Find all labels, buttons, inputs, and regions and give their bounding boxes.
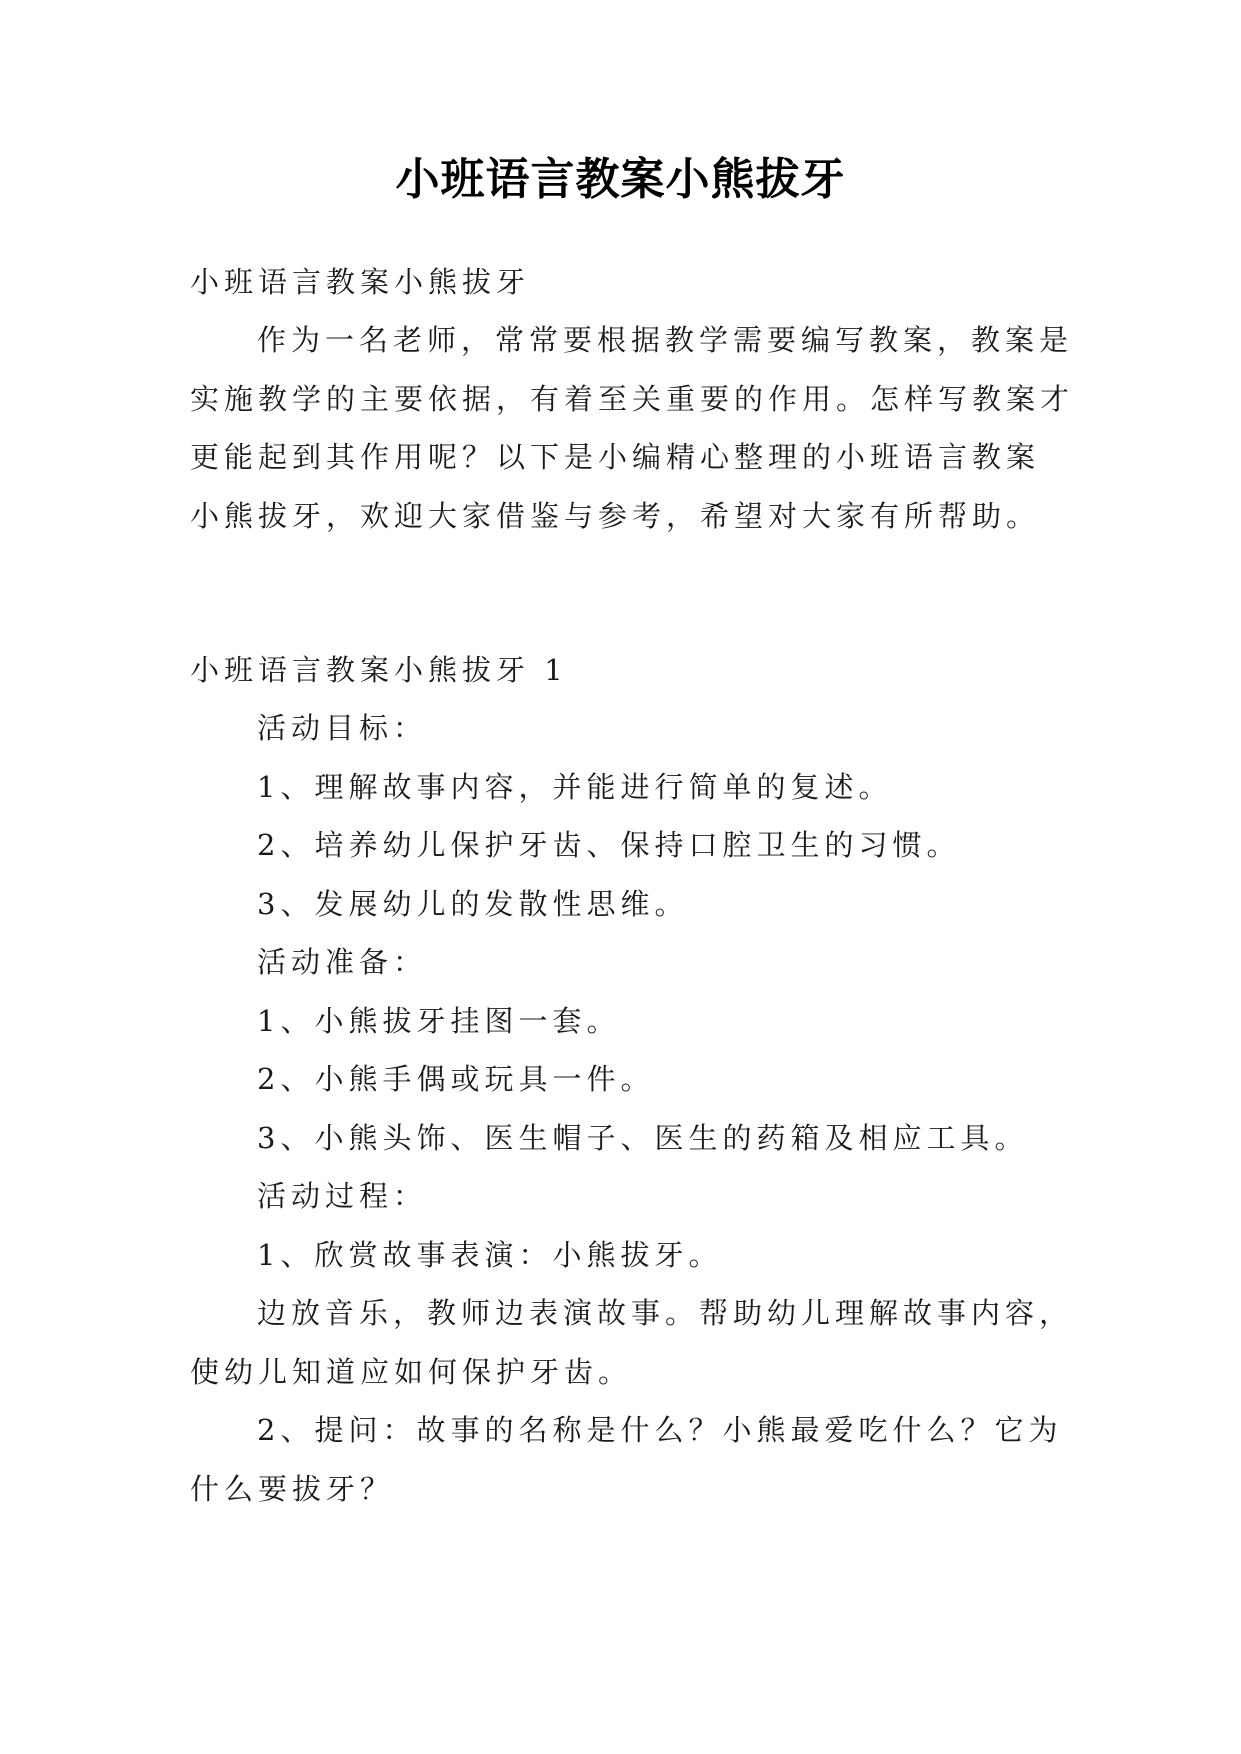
process-heading: 活动过程：: [257, 1179, 428, 1213]
goal-item-1: 1、理解故事内容，并能进行简单的复述。: [257, 770, 893, 804]
section-heading: 小班语言教案小熊拔牙 1: [190, 653, 568, 687]
process-para-line-1: 边放音乐，教师边表演故事。帮助幼儿理解故事内容，: [257, 1296, 1074, 1330]
prep-item-1: 1、小熊拔牙挂图一套。: [257, 1004, 621, 1038]
prep-heading: 活动准备：: [257, 945, 428, 979]
document-title: 小班语言教案小熊拔牙: [395, 154, 846, 205]
process-para-line-2: 使幼儿知道应如何保护牙齿。: [190, 1355, 633, 1389]
prep-item-3: 3、小熊头饰、医生帽子、医生的药箱及相应工具。: [257, 1121, 1029, 1155]
intro-line-4: 小熊拔牙，欢迎大家借鉴与参考，希望对大家有所帮助。: [190, 499, 1041, 533]
intro-line-1: 作为一名老师，常常要根据教学需要编写教案，教案是: [257, 323, 1074, 357]
goal-item-2: 2、培养幼儿保护牙齿、保持口腔卫生的习惯。: [257, 828, 961, 862]
doc-heading: 小班语言教案小熊拔牙: [190, 265, 531, 299]
process-item-2: 2、提问：故事的名称是什么？小熊最爱吃什么？它为: [257, 1413, 1063, 1447]
intro-line-3: 更能起到其作用呢？以下是小编精心整理的小班语言教案: [190, 440, 1041, 474]
intro-line-2: 实施教学的主要依据，有着至关重要的作用。怎样写教案才: [190, 382, 1075, 416]
goals-heading: 活动目标：: [257, 711, 428, 745]
goal-item-3: 3、发展幼儿的发散性思维。: [257, 887, 689, 921]
process-item-2-cont: 什么要拔牙？: [190, 1472, 395, 1506]
process-item-1: 1、欣赏故事表演：小熊拔牙。: [257, 1238, 723, 1272]
prep-item-2: 2、小熊手偶或玩具一件。: [257, 1062, 655, 1096]
